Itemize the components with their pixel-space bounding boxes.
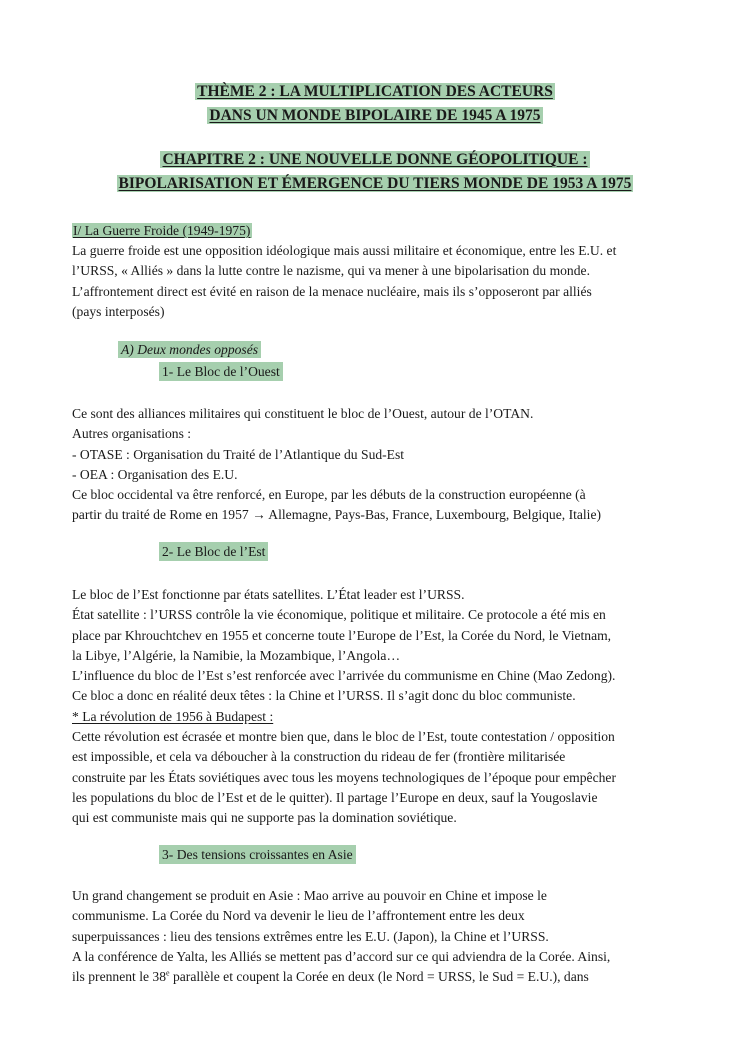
theme-title-line-2: DANS UN MONDE BIPOLAIRE DE 1945 A 1975 [209, 107, 541, 124]
paragraph-line: Ce bloc a donc en réalité deux têtes : la Chine et l’URSS. Il s’agit donc du bloc communiste. [72, 688, 576, 704]
paragraph-line: Un grand changement se produit en Asie : Mao arrive au pouvoir en Chine et impose le [72, 888, 547, 903]
line-part: ils prennent le 38 [72, 969, 167, 985]
paragraph-line [72, 967, 682, 987]
subsection-heading-bloc-est [159, 544, 268, 560]
theme-title [0, 80, 750, 128]
subsection-heading-bloc-ouest [159, 364, 283, 380]
paragraph-line: Ce sont des alliances militaires qui constituent le bloc de l’Ouest, autour de l’OTAN. [72, 406, 534, 421]
paragraph-line: Cette révolution est écrasée et montre bien que, dans le bloc de l’Est, toute contestation / opposition [72, 729, 615, 745]
line-part: parallèle et coupent la Corée en deux (le Nord = URSS, le Sud = E.U.), dans [169, 969, 589, 985]
chapter-title [0, 148, 750, 196]
chapter-title-line-2: BIPOLARISATION ET ÉMERGENCE DU TIERS MONDE DE 1953 A 1975 [118, 175, 632, 192]
paragraph-line: place par Khrouchtchev en 1955 et concerne toute l’Europe de l’Est, la Corée du Nord, le Vietnam, [72, 627, 612, 643]
paragraph-line: qui est communiste mais qui ne supporte pas la domination soviétique. [72, 810, 457, 826]
paragraph-line: Autres organisations : [72, 426, 192, 442]
paragraph-line: - OEA : Organisation des E.U. [72, 466, 238, 482]
paragraph-line: partir du traité de Rome en 1957 → Allemagne, Pays-Bas, France, Luxembourg, Belgique, Italie) [72, 507, 602, 523]
paragraph-line: superpuissances : lieu des tensions extrêmes entre les E.U. (Japon), la Chine et l’URSS. [72, 928, 549, 944]
paragraph-line: Ce bloc occidental va être renforcé, en Europe, par les débuts de la construction européenne (à [72, 487, 586, 503]
section-heading-guerre-froide [72, 221, 252, 241]
budapest-heading: * La révolution de 1956 à Budapest : [72, 708, 274, 724]
subsection-heading-text: 3- Des tensions croissantes en Asie [159, 845, 356, 864]
paragraph-line: les populations du bloc de l’Est et de le quitter). Il partage l’Europe en deux, sauf la Yougoslavie [72, 789, 598, 805]
paragraph-line: communisme. La Corée du Nord va devenir le lieu de l’affrontement entre les deux [72, 908, 525, 924]
paragraph-line: La guerre froide est une opposition idéologique mais aussi militaire et économique, entre les E.U. et [72, 243, 617, 258]
paragraph-line: est impossible, et cela va déboucher à la construction du rideau de fer (frontière militarisée [72, 749, 566, 765]
theme-title-line-1: THÈME 2 : LA MULTIPLICATION DES ACTEURS [197, 83, 553, 100]
chapter-title-line-1: CHAPITRE 2 : UNE NOUVELLE DONNE GÉOPOLITIQUE : [162, 151, 588, 168]
paragraph-line: (pays interposés) [72, 303, 165, 319]
paragraph-line: l’URSS, « Alliés » dans la lutte contre le nazisme, qui va mener à une bipolarisation du monde. [72, 263, 590, 279]
bloc-est-paragraph [72, 585, 682, 829]
paragraph-line: construite par les États soviétiques avec tous les moyens technologiques de l’époque pour empêcher [72, 769, 616, 785]
ordinal-superscript: e [166, 968, 170, 978]
paragraph-line: L’affrontement direct est évité en raison de la menace nucléaire, mais ils s’opposeront par alliés [72, 283, 592, 299]
subsection-heading-asie [159, 847, 356, 863]
paragraph-line: - OTASE : Organisation du Traité de l’Atlantique du Sud-Est [72, 446, 405, 462]
paragraph-line: A la conférence de Yalta, les Alliés se mettent pas d’accord sur ce qui adviendra de la Corée. Ainsi, [72, 948, 611, 964]
paragraph-line: État satellite : l’URSS contrôle la vie économique, politique et militaire. Ce protocole a été mis en [72, 607, 606, 623]
bloc-ouest-paragraph [72, 404, 682, 526]
paragraph-line: L’influence du bloc de l’Est s’est renforcée avec l’arrivée du communisme en Chine (Mao Zedong). [72, 668, 616, 684]
paragraph-line: Le bloc de l’Est fonctionne par états satellites. L’État leader est l’URSS. [72, 587, 465, 602]
subsection-heading-text: 2- Le Bloc de l’Est [159, 542, 268, 561]
section-heading-text: I/ La Guerre Froide (1949-1975) [73, 223, 251, 238]
part-a-heading-text: A) Deux mondes opposés [118, 341, 261, 358]
part-a-heading [118, 342, 261, 358]
intro-paragraph [72, 241, 682, 322]
paragraph-line: la Libye, l’Algérie, la Namibie, la Mozambique, l’Angola… [72, 647, 401, 663]
asie-paragraph [72, 886, 682, 987]
subsection-heading-text: 1- Le Bloc de l’Ouest [159, 362, 283, 381]
